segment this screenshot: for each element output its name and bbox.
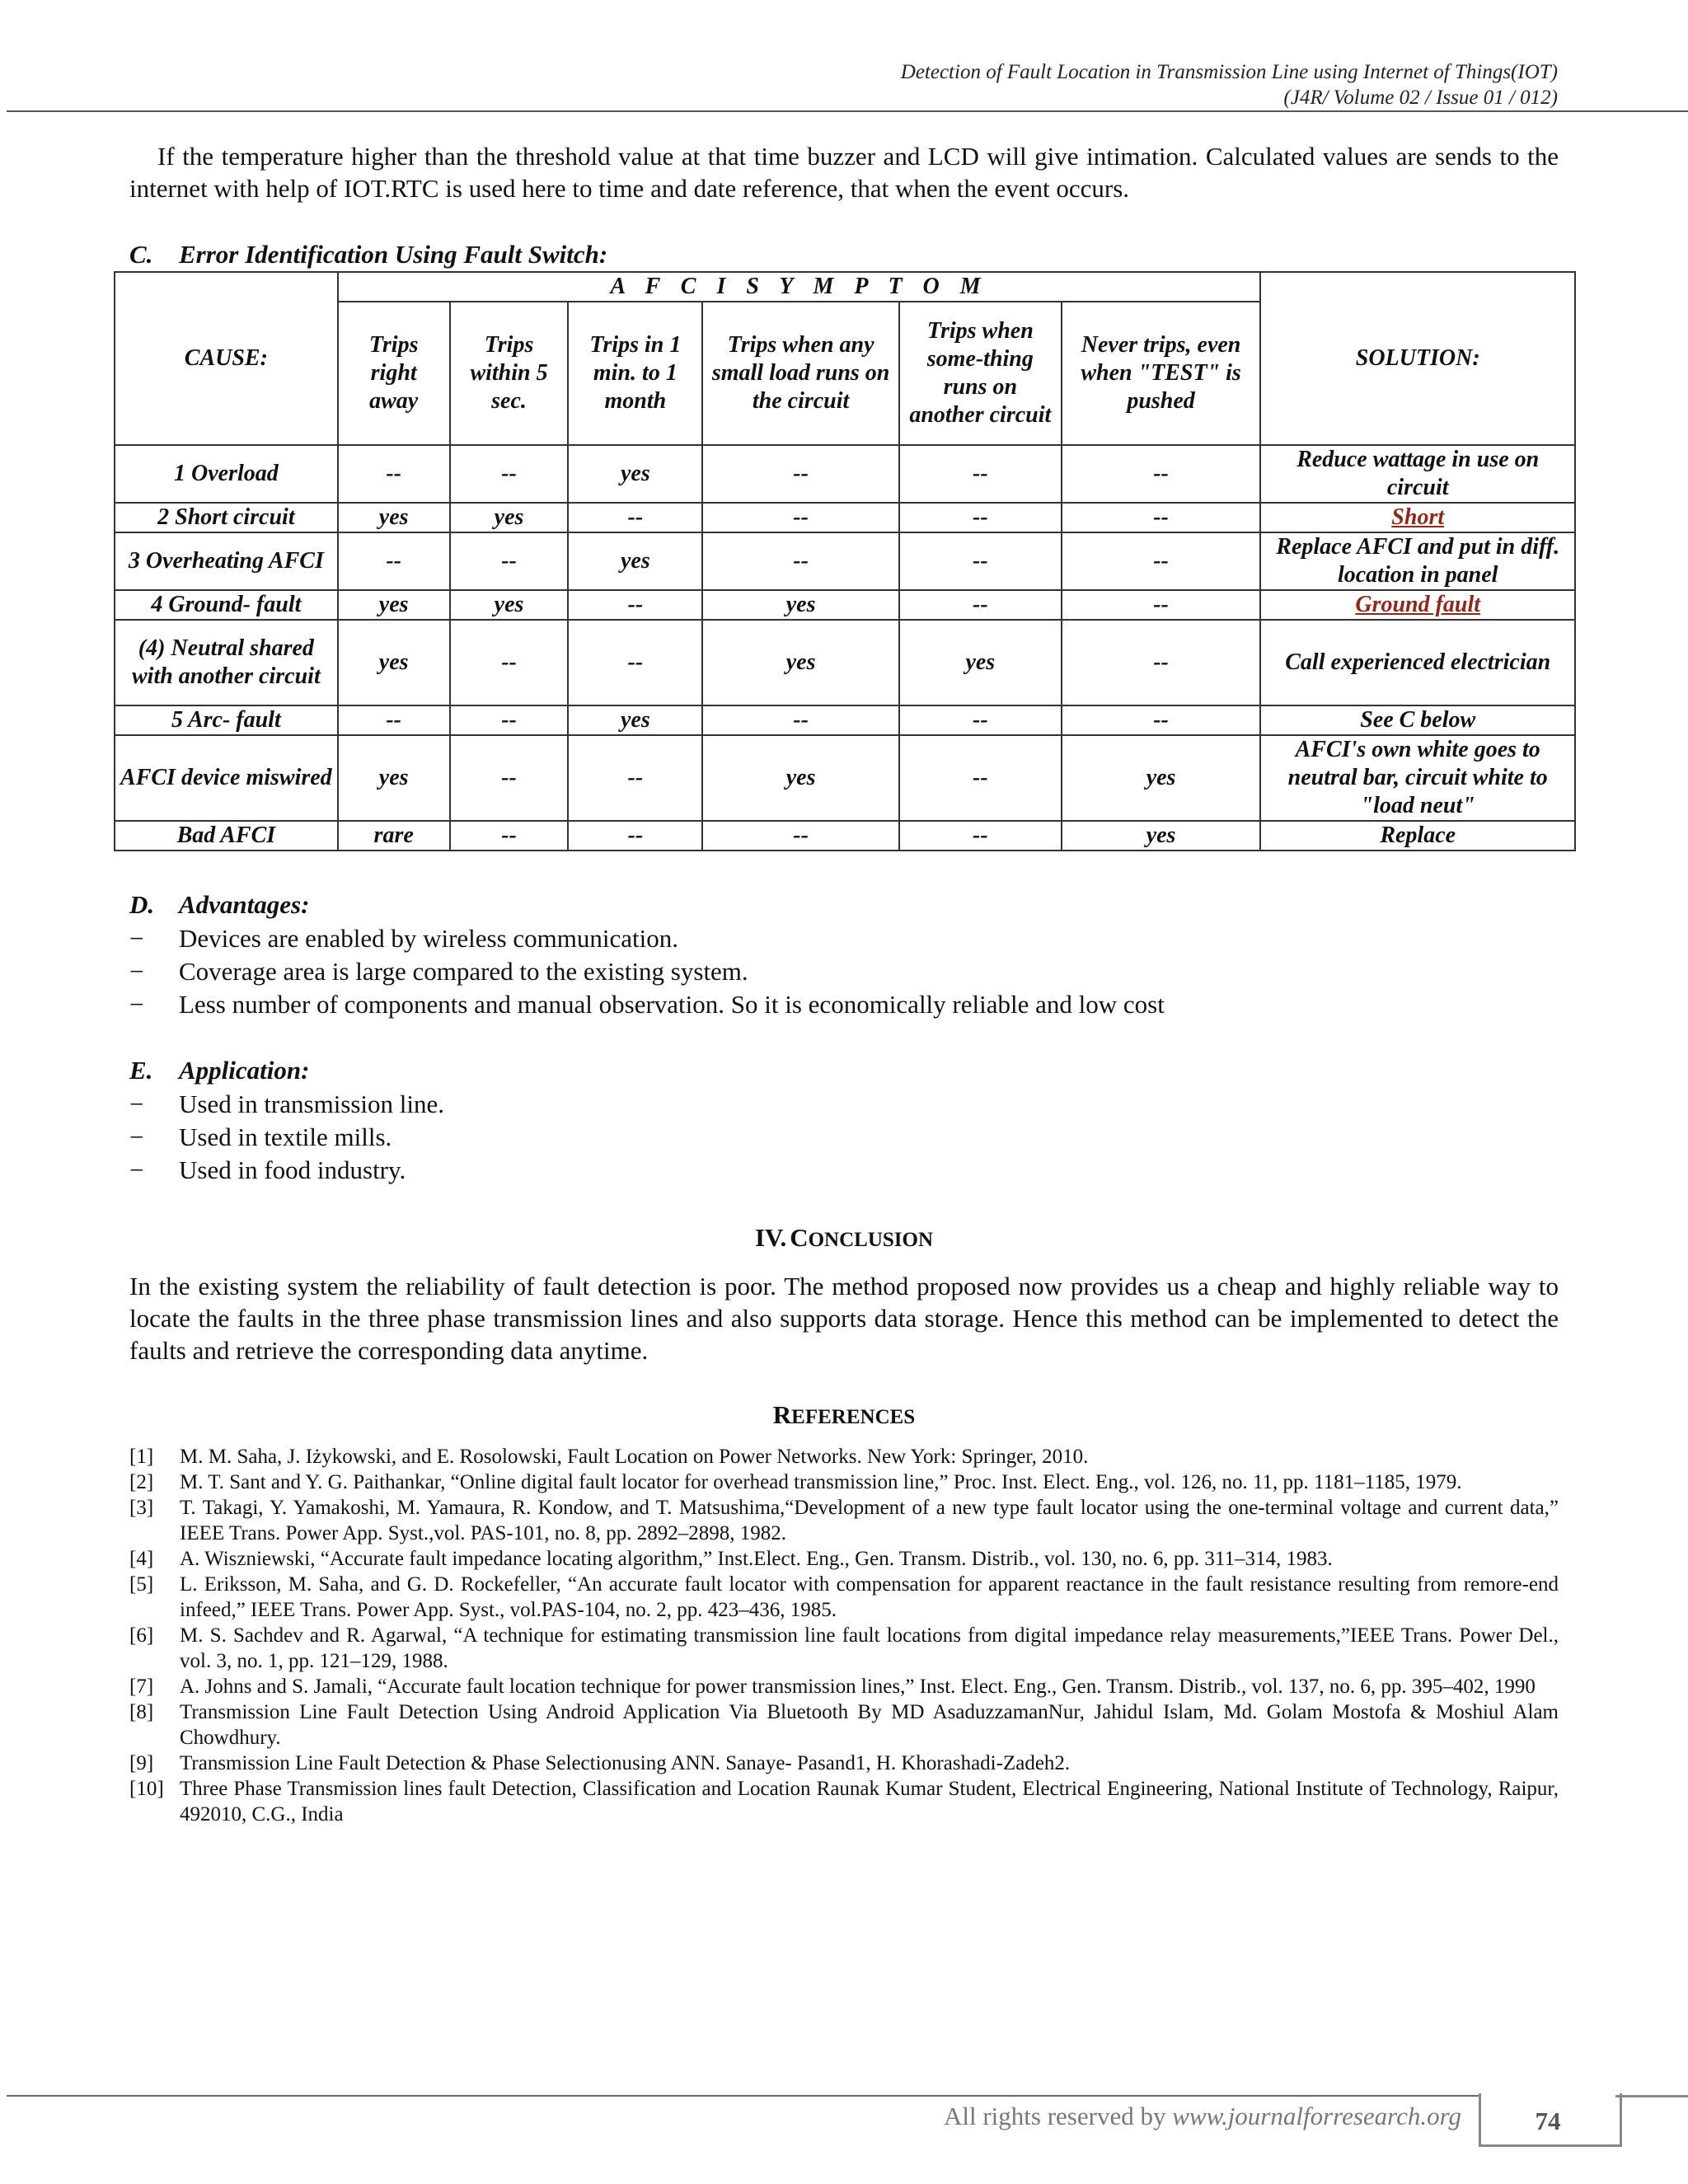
solution-cell: Replace [1260,821,1575,851]
symptom-header: Trips when any small load runs on the circuit [702,302,899,445]
solution-link-short[interactable]: Short [1391,504,1445,530]
symptom-cell: -- [338,445,450,503]
reference-item [129,1674,1559,1699]
symptom-cell: yes [702,735,899,821]
symptom-cell: -- [1062,705,1261,735]
solution-cell: Call experienced electrician [1260,620,1575,705]
reference-number: [5] [129,1573,154,1596]
symptom-cell: -- [450,620,569,705]
symptom-cell: -- [568,620,702,705]
dash-bullet: − [129,1155,144,1184]
references-list [129,1444,1559,1827]
journal-website-link[interactable]: www.journalforresearch.org [1172,2102,1461,2130]
section-c-heading [129,239,607,270]
symptom-cell: yes [338,590,450,620]
reference-item [129,1776,1559,1827]
dash-bullet: − [129,957,144,986]
reference-text: T. Takagi, Y. Yamakoshi, M. Yamaura, R. Kondow, and T. Matsushima,“Development of a new type fault locator using the one-terminal voltage and current data,” IEEE Trans. Power App. Syst.,vol. PAS-101, no. 8, pp. 2892–2898, 1982. [180,1497,1559,1544]
cause-cell: 3 Overheating AFCI [115,532,338,590]
symptom-cell: yes [568,532,702,590]
symptom-cell: rare [338,821,450,851]
list-item-text: Devices are enabled by wireless communication. [179,924,678,953]
footer-rights [944,2102,1461,2131]
symptom-cell: -- [702,532,899,590]
section-e-heading [129,1055,309,1086]
symptom-cell: yes [568,445,702,503]
symptom-cell: -- [450,705,569,735]
running-header [901,59,1558,110]
list-item [129,1154,1559,1187]
section-c-letter: C. [129,240,153,269]
references-heading-rest: EFERENCES [791,1406,916,1428]
symptom-cell: -- [1062,532,1261,590]
table-row [115,620,1575,705]
cause-cell: (4) Neutral shared with another circuit [115,620,338,705]
rights-text: All rights reserved by [944,2102,1166,2130]
symptom-cell: yes [1062,735,1261,821]
reference-number: [4] [129,1548,154,1570]
reference-text: A. Johns and S. Jamali, “Accurate fault location technique for power transmission lines,” Inst. Elect. Eng., Gen. Transm. Distrib., vol. 137, no. 6, pp. 395–402, 1990 [180,1675,1536,1698]
reference-item [129,1495,1559,1546]
table-row [115,735,1575,821]
section-d-heading [129,889,309,921]
symptom-cell: -- [1062,503,1261,532]
dash-bullet: − [129,924,144,953]
reference-item [129,1623,1559,1674]
page-box-rule [1615,2095,1688,2097]
journal-issue: (J4R/ Volume 02 / Issue 01 / 012) [1283,87,1558,109]
symptom-cell: -- [568,590,702,620]
reference-text: A. Wiszniewski, “Accurate fault impedance locating algorithm,” Inst.Elect. Eng., Gen. Transm. Distrib., vol. 130, no. 6, pp. 311–314, 1983. [180,1548,1333,1570]
solution-cell: AFCI's own white goes to neutral bar, circuit white to "load neut" [1260,735,1575,821]
list-item [129,955,1559,988]
symptom-cell: -- [450,532,569,590]
solution-cell [1260,503,1575,532]
symptom-cell: yes [1062,821,1261,851]
symptom-cell: -- [899,590,1062,620]
reference-item [129,1750,1559,1776]
symptom-cell: yes [338,503,450,532]
reference-number: [2] [129,1471,154,1493]
symptom-cell: -- [899,532,1062,590]
symptom-cell: -- [338,532,450,590]
reference-text: M. T. Sant and Y. G. Paithankar, “Online digital fault locator for overhead transmission line,” Proc. Inst. Elect. Eng., vol. 126, no. 11, pp. 1181–1185, 1979. [180,1471,1462,1493]
solution-cell: Replace AFCI and put in diff. location in panel [1260,532,1575,590]
reference-item [129,1469,1559,1495]
symptom-header: Trips within 5 sec. [450,302,569,445]
table-row [115,590,1575,620]
symptom-cell: -- [568,821,702,851]
symptom-cell: -- [568,735,702,821]
afci-fault-table [114,271,1576,851]
reference-text: M. S. Sachdev and R. Agarwal, “A technique for estimating transmission line fault locations from digital impedance relay measurements,”IEEE Trans. Power Del., vol. 3, no. 1, pp. 121–129, 1988. [180,1624,1559,1672]
reference-number: [3] [129,1497,154,1519]
reference-text: Three Phase Transmission lines fault Detection, Classification and Location Raunak Kumar Student, Electrical Engineering, National Institute of Technology, Raipur, 492010, C.G., India [180,1778,1559,1825]
section-e-title: Application: [179,1056,310,1085]
list-item [129,922,1559,955]
table-row [115,445,1575,503]
application-list [129,1088,1559,1187]
reference-text: Transmission Line Fault Detection Using Android Application Via Bluetooth By MD AsaduzzamanNur, Jahidul Islam, Md. Golam Mostofa & Moshiul Alam Chowdhury. [180,1701,1559,1749]
symptom-header: Trips when some-thing runs on another circuit [899,302,1062,445]
references-heading [0,1400,1688,1430]
solution-link-ground-fault[interactable]: Ground fault [1355,592,1481,617]
symptom-cell: -- [899,821,1062,851]
table-row [115,821,1575,851]
list-item [129,988,1559,1021]
symptom-cell: -- [899,735,1062,821]
symptom-cell: -- [702,821,899,851]
list-item-text: Used in textile mills. [179,1122,392,1151]
symptom-cell: -- [450,735,569,821]
list-item-text: Coverage area is large compared to the existing system. [179,957,748,986]
cause-cell: 5 Arc- fault [115,705,338,735]
symptom-cell: -- [450,445,569,503]
symptom-header: Trips right away [338,302,450,445]
symptom-cell: -- [1062,620,1261,705]
list-item-text: Used in food industry. [179,1155,406,1184]
list-item-text: Less number of components and manual observation. So it is economically reliable and low cost [179,990,1165,1019]
symptom-cell: yes [702,590,899,620]
conclusion-numeral: IV. [754,1223,787,1252]
cause-cell: AFCI device miswired [115,735,338,821]
symptom-cell: -- [899,705,1062,735]
symptom-header: Never trips, even when "TEST" is pushed [1062,302,1261,445]
intro-paragraph: If the temperature higher than the threshold value at that time buzzer and LCD will give intimation. Calculated values are sends to the internet with help of IOT.RTC is used here to time and date reference, that when the event occurs. [129,142,1559,203]
table-row [115,503,1575,532]
reference-item [129,1699,1559,1750]
symptom-cell: -- [450,821,569,851]
reference-number: [6] [129,1624,154,1647]
cause-cell: 2 Short circuit [115,503,338,532]
cause-cell: Bad AFCI [115,821,338,851]
footer-rule [7,2095,1479,2097]
symptom-cell: -- [899,445,1062,503]
reference-item [129,1444,1559,1469]
list-item-text: Used in transmission line. [179,1090,445,1118]
symptom-cell: yes [338,620,450,705]
reference-text: L. Eriksson, M. Saha, and G. D. Rockefeller, “An accurate fault locator with compensation for apparent reactance in the fault resistance resulting from remore-end infeed,” IEEE Trans. Power App. Syst., vol.PAS-104, no. 2, pp. 423–436, 1985. [180,1573,1559,1621]
symptom-cell: yes [702,620,899,705]
cause-cell: 4 Ground- fault [115,590,338,620]
reference-text: M. M. Saha, J. Iżykowski, and E. Rosolowski, Fault Location on Power Networks. New York: Springer, 2010. [180,1446,1089,1468]
symptom-cell: -- [899,503,1062,532]
symptom-cell: -- [338,705,450,735]
advantages-list [129,922,1559,1021]
solution-cell [1260,590,1575,620]
dash-bullet: − [129,1090,144,1118]
reference-number: [9] [129,1752,154,1774]
list-item [129,1088,1559,1121]
conclusion-heading [0,1223,1688,1253]
symptom-header: Trips in 1 min. to 1 month [568,302,702,445]
references-heading-initial: R [772,1400,792,1429]
symptom-cell: -- [1062,590,1261,620]
table-row [115,532,1575,590]
conclusion-heading-rest: ONCLUSION [808,1229,934,1251]
reference-number: [7] [129,1675,154,1698]
conclusion-heading-initial: C [790,1223,809,1252]
dash-bullet: − [129,990,144,1019]
solution-cell: Reduce wattage in use on circuit [1260,445,1575,503]
reference-number: [8] [129,1701,154,1723]
symptom-cell: yes [338,735,450,821]
conclusion-paragraph: In the existing system the reliability of fault detection is poor. The method proposed now provides us a cheap and highly reliable way to locate the faults in the three phase transmission lines and also supports data storage. Hence this method can be implemented to detect the faults and retrieve the corresponding data anytime. [129,1272,1559,1365]
solution-header: SOLUTION: [1260,272,1575,445]
reference-item [129,1572,1559,1623]
reference-number: [1] [129,1446,154,1468]
symptom-cell: -- [702,445,899,503]
solution-cell: See C below [1260,705,1575,735]
symptom-cell: yes [899,620,1062,705]
symptom-title: A F C I S Y M P T O M [338,272,1261,302]
reference-number: [10] [129,1778,164,1800]
symptom-cell: -- [702,705,899,735]
cause-cell: 1 Overload [115,445,338,503]
journal-article-title: Detection of Fault Location in Transmission Line using Internet of Things(IOT) [900,61,1558,83]
symptom-cell: yes [568,705,702,735]
header-rule [7,110,1688,112]
symptom-cell: yes [450,503,569,532]
symptom-cell: -- [568,503,702,532]
symptom-cell: -- [1062,445,1261,503]
table-row [115,705,1575,735]
dash-bullet: − [129,1122,144,1151]
section-d-title: Advantages: [179,890,310,919]
section-e-letter: E. [129,1056,153,1085]
table-header-row [115,272,1575,302]
cause-header: CAUSE: [115,272,338,445]
reference-text: Transmission Line Fault Detection & Phase Selectionusing ANN. Sanaye- Pasand1, H. Khorashadi-Zadeh2. [180,1752,1071,1774]
list-item [129,1121,1559,1154]
section-d-letter: D. [129,890,155,919]
page-number: 74 [1535,2107,1561,2135]
section-c-title: Error Identification Using Fault Switch: [179,240,608,269]
symptom-cell: -- [702,503,899,532]
reference-item [129,1546,1559,1572]
symptom-cell: yes [450,590,569,620]
